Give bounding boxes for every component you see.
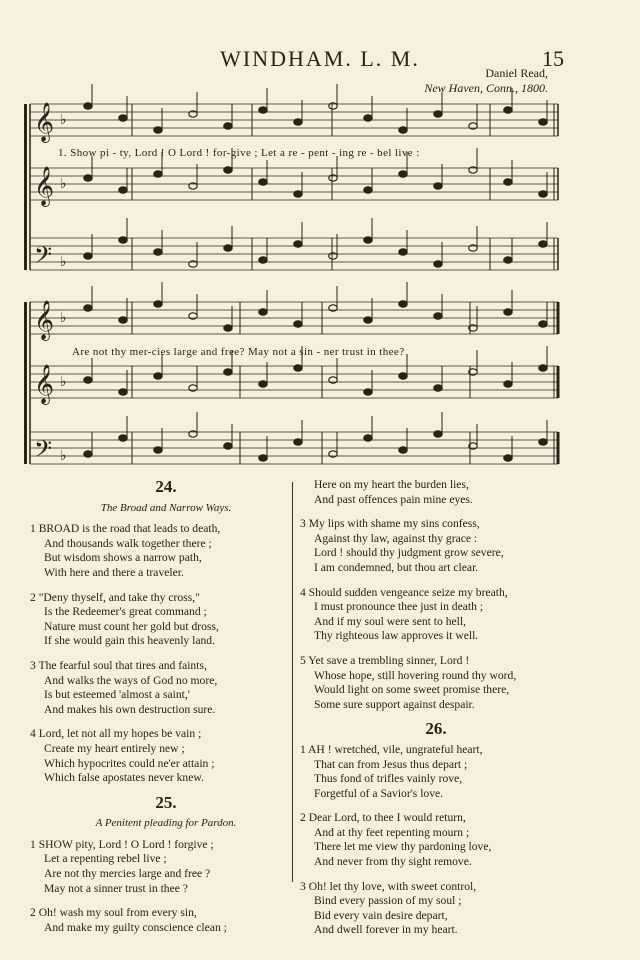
note-head xyxy=(224,325,232,331)
verse-line: Whose hope, still hovering round thy word, xyxy=(314,668,517,682)
note-head xyxy=(154,301,162,307)
verse-line: With here and there a traveler. xyxy=(44,565,184,579)
hymn-tune-title: WINDHAM. L. M. xyxy=(220,46,420,71)
verse-line: Bid every vain desire depart, xyxy=(314,908,448,922)
note-head xyxy=(119,115,127,121)
note-head xyxy=(434,183,442,189)
verse xyxy=(300,811,572,869)
verse-line: Nature must count her gold but dross, xyxy=(44,619,219,633)
note-head xyxy=(539,191,547,197)
verse xyxy=(300,586,572,644)
note-head xyxy=(539,241,547,247)
note-head xyxy=(539,119,547,125)
verse-line: 1 SHOW pity, Lord ! O Lord ! forgive ; xyxy=(30,837,214,851)
verse-line: Here on my heart the burden lies, xyxy=(314,478,469,491)
verse-line: 4 Should sudden vengeance seize my breath, xyxy=(300,585,508,599)
note-head xyxy=(364,435,372,441)
verse xyxy=(30,591,302,649)
verse-line: Bind every passion of my soul ; xyxy=(314,894,462,908)
verse-line: And at thy feet repenting mourn ; xyxy=(314,825,470,839)
note-head xyxy=(84,451,92,457)
note-head xyxy=(84,175,92,181)
bass-clef-icon: 𝄢 xyxy=(34,435,53,468)
note-head xyxy=(504,309,512,315)
verse-line: Would light on some sweet promise there, xyxy=(314,683,510,697)
note-head xyxy=(119,237,127,243)
verse-line: 2 Dear Lord, to thee I would return, xyxy=(300,811,466,825)
verse-line: 4 Lord, let not all my hopes be vain ; xyxy=(30,727,202,741)
note-head xyxy=(84,305,92,311)
note-head xyxy=(539,365,547,371)
verse-line: Which hypocrites could ne'er attain ; xyxy=(44,756,215,770)
treble-clef-icon: 𝄞 xyxy=(34,300,55,340)
verse-line: There let me view thy pardoning love, xyxy=(314,840,492,854)
treble-clef-icon: 𝄞 xyxy=(34,364,55,404)
hymn-25 xyxy=(30,792,302,936)
verse xyxy=(30,522,302,580)
verse-line: Which false apostates never knew. xyxy=(44,771,204,785)
music-score xyxy=(0,0,640,470)
note-head xyxy=(504,455,512,461)
note-head xyxy=(539,439,547,445)
verse-line: That can from Jesus thus depart ; xyxy=(314,757,468,771)
verse-line: 3 Oh! let thy love, with sweet control, xyxy=(300,879,477,893)
note-head xyxy=(399,447,407,453)
system-bracket xyxy=(24,302,27,464)
note-head xyxy=(259,309,267,315)
note-head xyxy=(294,439,302,445)
note-head xyxy=(399,127,407,133)
verse-line: I am condemned, but thou art clear. xyxy=(314,560,479,574)
note-head xyxy=(504,381,512,387)
note-head xyxy=(154,127,162,133)
hymn-number: 25. xyxy=(155,792,177,812)
treble-clef-icon: 𝄞 xyxy=(34,166,55,206)
verse-line: Forgetful of a Savior's love. xyxy=(314,786,444,800)
verse xyxy=(30,659,302,717)
flat-key-signature-icon: ♭ xyxy=(60,176,67,192)
verse-line: And thousands walk together there ; xyxy=(44,536,212,550)
verse-line: And makes his own destruction sure. xyxy=(44,702,216,716)
lyric-line-2: Are not thy mer-cies large and free? May not a sin - ner trust in thee? xyxy=(72,346,405,358)
flat-key-signature-icon: ♭ xyxy=(60,374,67,390)
verse-line: Let a repenting rebel live ; xyxy=(44,852,167,866)
flat-key-signature-icon: ♭ xyxy=(60,254,67,270)
page-number: 15 xyxy=(542,46,564,71)
verse-line: And make my guilty conscience clean ; xyxy=(44,920,227,934)
note-head xyxy=(119,317,127,323)
note-head xyxy=(84,253,92,259)
verse-line: 1 BROAD is the road that leads to death, xyxy=(30,522,221,536)
note-head xyxy=(364,389,372,395)
system-bracket xyxy=(24,104,27,270)
note-head xyxy=(364,237,372,243)
note-head xyxy=(434,313,442,319)
note-head xyxy=(294,365,302,371)
verse-line: And past offences pain mine eyes. xyxy=(314,492,473,506)
verse-line: Is the Redeemer's great command ; xyxy=(44,605,207,619)
composer-name: Daniel Read, xyxy=(485,66,548,80)
verse-line: If she would gain this heavenly land. xyxy=(44,634,215,648)
note-head xyxy=(539,321,547,327)
verse-line: Some sure support against despair. xyxy=(314,697,475,711)
note-head xyxy=(434,261,442,267)
note-head xyxy=(364,317,372,323)
verse-line: Create my heart entirely new ; xyxy=(44,741,185,755)
note-head xyxy=(399,301,407,307)
note-head xyxy=(119,435,127,441)
hymn-24 xyxy=(30,477,302,786)
verse-line: 3 The fearful soul that tires and faints, xyxy=(30,658,207,672)
note-head xyxy=(259,257,267,263)
note-head xyxy=(119,389,127,395)
hymn-subtitle: A Penitent pleading for Pardon. xyxy=(95,817,237,830)
note-head xyxy=(364,187,372,193)
verse-line: 3 My lips with shame my sins confess, xyxy=(300,517,480,531)
note-head xyxy=(154,171,162,177)
hymn-subtitle: The Broad and Narrow Ways. xyxy=(100,501,232,514)
note-head xyxy=(154,373,162,379)
verse xyxy=(30,838,302,896)
hymn-26 xyxy=(300,719,572,938)
verse xyxy=(300,654,572,712)
verse xyxy=(300,517,572,575)
hymn-number: 24. xyxy=(155,477,177,496)
note-head xyxy=(294,119,302,125)
note-head xyxy=(294,241,302,247)
flat-key-signature-icon: ♭ xyxy=(60,310,67,326)
lyric-line-1: 1. Show pi - ty, Lord ! O Lord ! for-give ; Let a re - pent - ing re - bel live : xyxy=(58,147,420,159)
note-head xyxy=(364,115,372,121)
verse-line: 1 AH ! wretched, vile, ungrateful heart, xyxy=(300,742,483,756)
verse-line: And never from thy sight remove. xyxy=(314,855,472,869)
verse-line: Are not thy mercies large and free ? xyxy=(44,867,211,881)
note-head xyxy=(259,455,267,461)
verse xyxy=(30,727,302,785)
note-head xyxy=(224,369,232,375)
text-column-left xyxy=(30,478,302,945)
note-head xyxy=(504,257,512,263)
note-head xyxy=(224,123,232,129)
verse-line: 2 Oh! wash my soul from every sin, xyxy=(30,906,197,920)
verse-line: May not a sinner trust in thee ? xyxy=(44,881,188,895)
note-head xyxy=(434,431,442,437)
note-head xyxy=(434,385,442,391)
flat-key-signature-icon: ♭ xyxy=(60,448,67,464)
note-head xyxy=(259,179,267,185)
verse-continued xyxy=(300,478,572,507)
verse-line: Thy righteous law approves it well. xyxy=(314,629,479,643)
verse-line: Is but esteemed 'almost a saint,' xyxy=(44,688,190,702)
verse-line: And dwell forever in my heart. xyxy=(314,923,458,937)
verse xyxy=(300,743,572,801)
note-head xyxy=(504,107,512,113)
note-head xyxy=(224,443,232,449)
composer-place-date: New Haven, Conn., 1800. xyxy=(424,81,548,95)
bass-clef-icon: 𝄢 xyxy=(34,241,53,274)
note-head xyxy=(259,107,267,113)
note-head xyxy=(434,111,442,117)
verse-line: I must pronounce thee just in death ; xyxy=(314,600,484,614)
note-head xyxy=(399,171,407,177)
note-head xyxy=(84,377,92,383)
note-head xyxy=(154,249,162,255)
verse xyxy=(30,906,302,935)
note-head xyxy=(504,179,512,185)
note-head xyxy=(84,103,92,109)
verse-line: Lord ! should thy judgment grow severe, xyxy=(314,546,504,560)
note-head xyxy=(399,249,407,255)
treble-clef-icon: 𝄞 xyxy=(34,102,55,142)
verse-line: 5 Yet save a trembling sinner, Lord ! xyxy=(300,653,470,667)
verse-line: And walks the ways of God no more, xyxy=(44,673,218,687)
note-head xyxy=(294,321,302,327)
verse xyxy=(300,880,572,938)
note-head xyxy=(119,187,127,193)
verse-line: Thus fond of trifles vainly rove, xyxy=(314,772,463,786)
verse-line: But wisdom shows a narrow path, xyxy=(44,551,202,565)
note-head xyxy=(224,245,232,251)
note-head xyxy=(259,381,267,387)
note-head xyxy=(154,447,162,453)
verse-line: 2 "Deny thyself, and take thy cross," xyxy=(30,590,200,604)
note-head xyxy=(294,191,302,197)
note-head xyxy=(399,373,407,379)
verse-line: And if my soul were sent to hell, xyxy=(314,614,466,628)
flat-key-signature-icon: ♭ xyxy=(60,112,67,128)
text-column-right xyxy=(300,478,572,948)
hymn-number: 26. xyxy=(425,719,447,739)
note-head xyxy=(224,167,232,173)
verse-line: Against thy law, against thy grace : xyxy=(314,531,478,545)
